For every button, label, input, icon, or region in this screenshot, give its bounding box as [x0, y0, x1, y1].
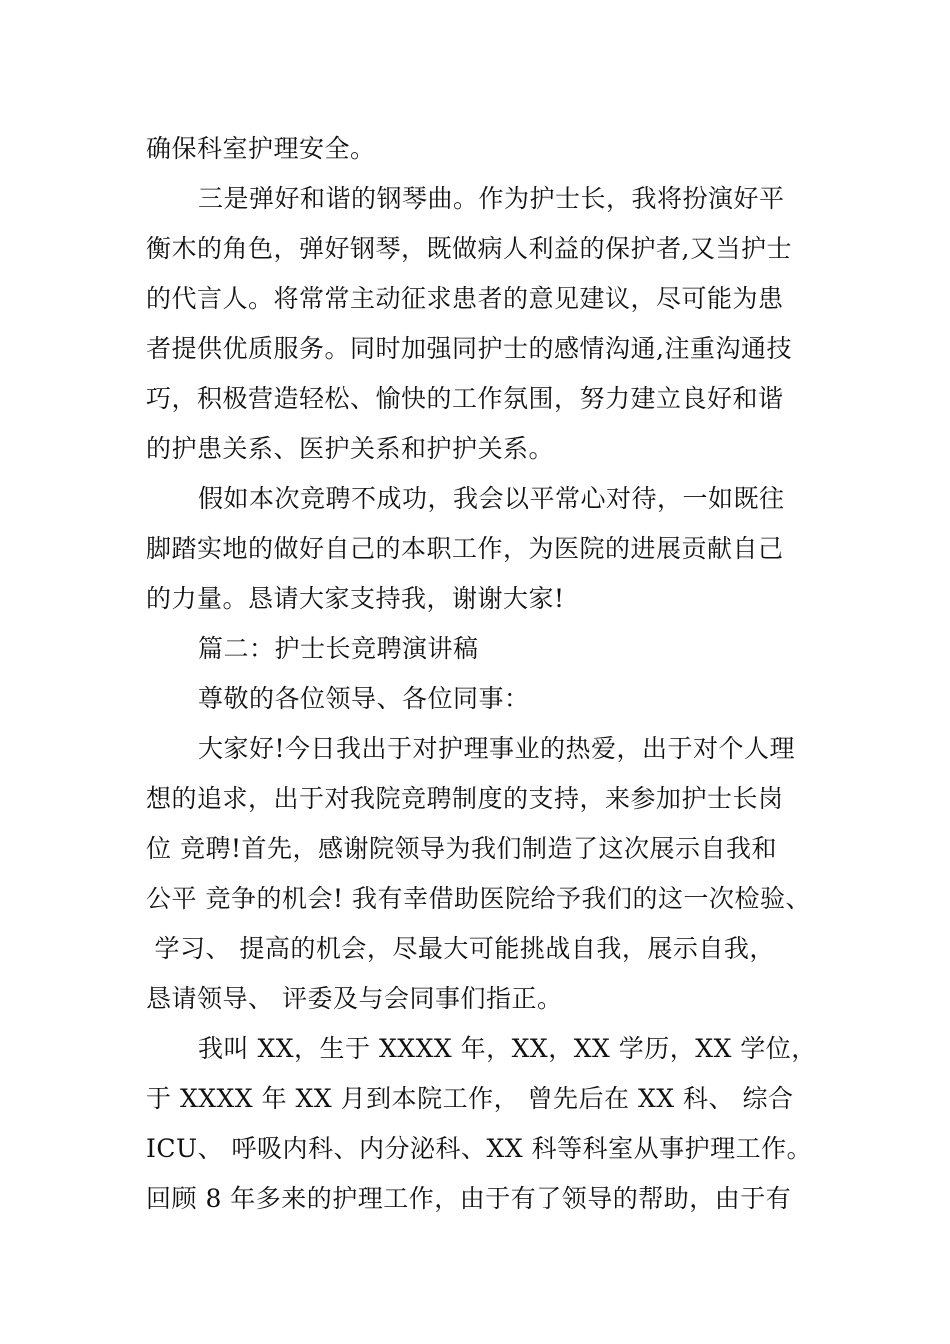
text-line: 我叫 XX，生于 XXXX 年，XX，XX 学历，XX 学位，: [198, 1034, 817, 1063]
text-line: 尊敬的各位领导、各位同事：: [198, 684, 530, 713]
text-line: 学习、 提高的机会，尽最大可能挑战自我，展示自我，: [146, 934, 775, 963]
text-line: 想的追求，出于对我院竞聘制度的支持，来参加护士长岗: [146, 784, 784, 813]
text-line: 大家好!今日我出于对护理事业的热爱，出于对个人理: [198, 734, 796, 763]
body-text: [146, 124, 826, 1224]
text-line: 回顾 8 年多来的护理工作，由于有了领导的帮助，由于有: [146, 1184, 792, 1213]
text-line: ICU、 呼吸内科、内分泌科、XX 科等科室从事护理工作。: [146, 1134, 813, 1163]
text-line: 的力量。恳请大家支持我，谢谢大家!: [146, 584, 565, 613]
text-line: 的护患关系、医护关系和护护关系。: [146, 434, 555, 463]
text-line: 篇二：护士长竞聘演讲稿: [198, 634, 479, 663]
text-line: 脚踏实地的做好自己的本职工作，为医院的进展贡献自己: [146, 534, 784, 563]
text-line: 假如本次竞聘不成功，我会以平常心对待，一如既往: [198, 484, 785, 513]
text-line: 三是弹好和谐的钢琴曲。作为护士长，我将扮演好平: [198, 184, 785, 213]
text-line: 衡木的角色，弹好钢琴，既做病人利益的保护者,又当护士: [146, 234, 792, 263]
text-line: 的代言人。将常常主动征求患者的意见建议，尽可能为患: [146, 284, 784, 313]
text-line: 者提供优质服务。同时加强同护士的感情沟通,注重沟通技: [146, 334, 792, 363]
text-line: 巧，积极营造轻松、愉快的工作氛围，努力建立良好和谐: [146, 384, 784, 413]
text-line: 公平 竞争的机会! 我有幸借助医院给予我们的这一次检验、: [146, 884, 811, 913]
text-line: 确保科室护理安全。: [146, 134, 376, 163]
text-line: 于 XXXX 年 XX 月到本院工作， 曾先后在 XX 科、 综合: [146, 1084, 794, 1113]
text-line: 恳请领导、 评委及与会同事们指正。: [146, 984, 563, 1013]
text-line: 位 竞聘!首先，感谢院领导为我们制造了这次展示自我和: [146, 834, 777, 863]
